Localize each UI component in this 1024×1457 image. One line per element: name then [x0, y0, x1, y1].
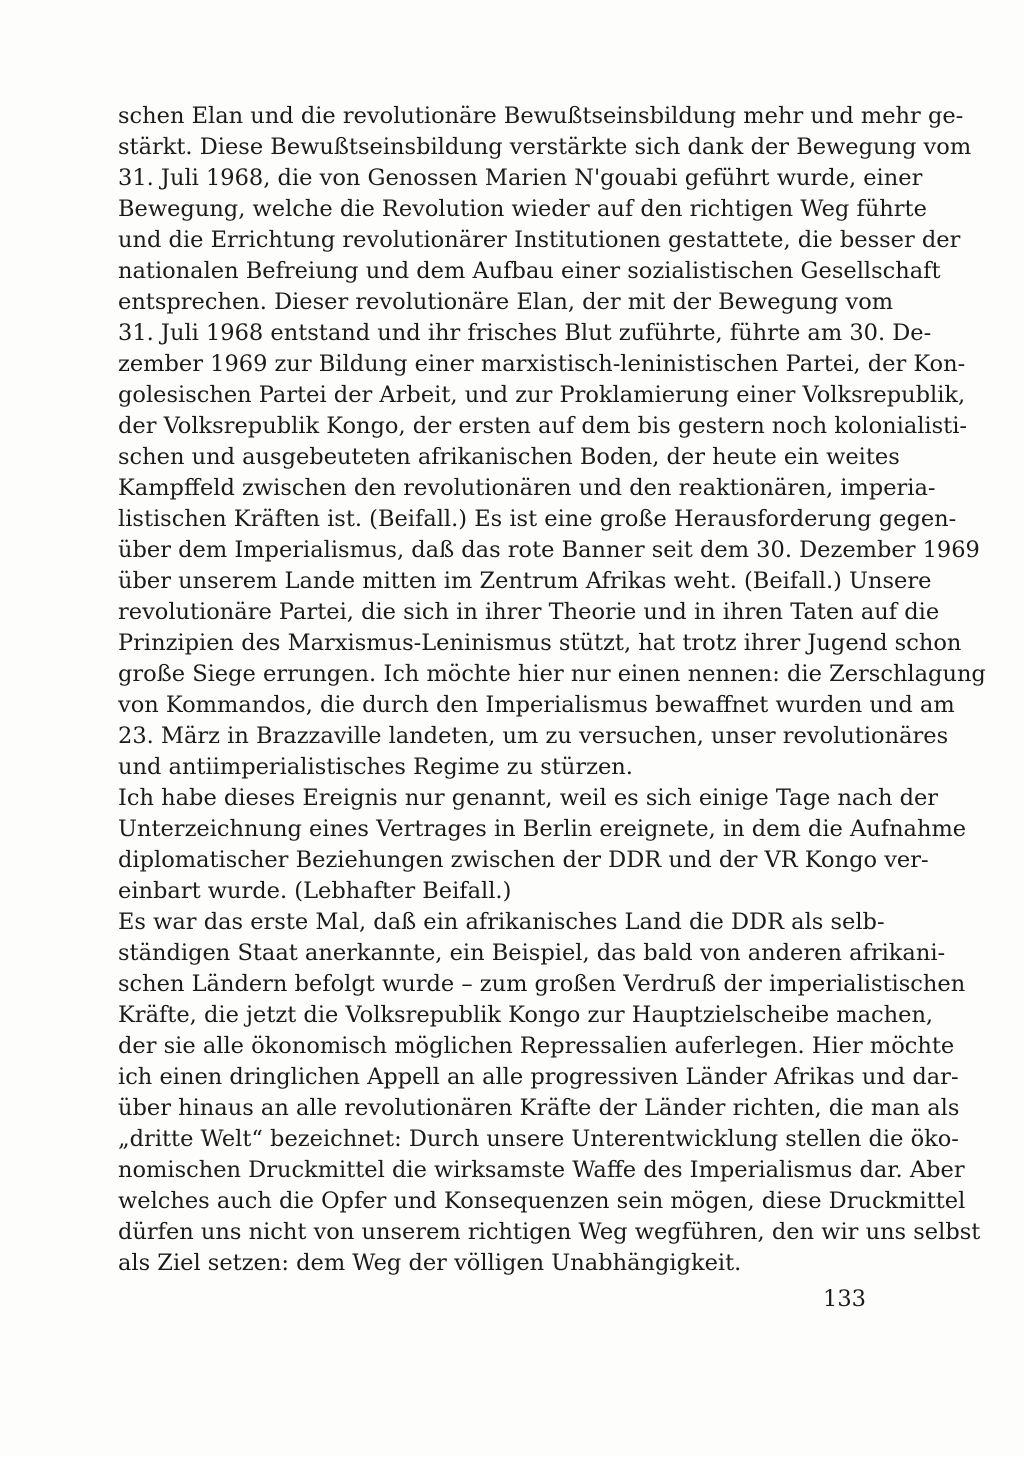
- text-line: über hinaus an alle revolutionären Kräfte der Länder richten, die man als: [118, 1095, 960, 1121]
- text-line: der Volksrepublik Kongo, der ersten auf dem bis gestern noch kolonialisti-: [118, 413, 968, 439]
- text-line: Prinzipien des Marxismus-Leninismus stützt, hat trotz ihrer Jugend schon: [118, 630, 962, 656]
- text-line: über unserem Lande mitten im Zentrum Afrikas weht. (Beifall.) Unsere: [118, 568, 932, 594]
- text-line: und die Errichtung revolutionärer Institutionen gestattete, die besser der: [118, 227, 961, 253]
- text-line: große Siege errungen. Ich möchte hier nur einen nennen: die Zerschlagung: [118, 661, 986, 687]
- text-line: der sie alle ökonomisch möglichen Repressalien auferlegen. Hier möchte: [118, 1033, 955, 1059]
- text-line: dürfen uns nicht von unserem richtigen Weg wegführen, den wir uns selbst: [118, 1219, 981, 1245]
- text-line: nationalen Befreiung und dem Aufbau einer sozialistischen Gesellschaft: [118, 258, 941, 284]
- text-line: 31. Juli 1968, die von Genossen Marien N'gouabi geführt wurde, einer: [118, 165, 923, 191]
- text-line: Unterzeichnung eines Vertrages in Berlin ereignete, in dem die Aufnahme: [118, 816, 967, 842]
- text-line: schen Ländern befolgt wurde – zum großen Verdruß der imperialistischen: [118, 971, 966, 997]
- text-line: zember 1969 zur Bildung einer marxistisch-leninistischen Partei, der Kon-: [118, 351, 966, 377]
- body-text: [118, 101, 986, 1279]
- text-line: schen Elan und die revolutionäre Bewußtseinsbildung mehr und mehr ge-: [118, 103, 964, 129]
- text-line: einbart wurde. (Lebhafter Beifall.): [118, 878, 512, 904]
- text-line: als Ziel setzen: dem Weg der völligen Unabhängigkeit.: [118, 1250, 742, 1276]
- text-line: nomischen Druckmittel die wirksamste Waffe des Imperialismus dar. Aber: [118, 1157, 965, 1183]
- text-line: revolutionäre Partei, die sich in ihrer Theorie und in ihren Taten auf die: [118, 599, 940, 625]
- text-line: Kampffeld zwischen den revolutionären und den reaktionären, imperia-: [118, 475, 936, 501]
- text-line: Bewegung, welche die Revolution wieder auf den richtigen Weg führte: [118, 196, 927, 222]
- text-line: 23. März in Brazzaville landeten, um zu versuchen, unser revolutionäres: [118, 723, 949, 749]
- page-number: 133: [823, 1286, 866, 1312]
- text-line: welches auch die Opfer und Konsequenzen sein mögen, diese Druckmittel: [118, 1188, 966, 1214]
- text-line: über dem Imperialismus, daß das rote Banner seit dem 30. Dezember 1969: [118, 537, 980, 563]
- text-line: Ich habe dieses Ereignis nur genannt, weil es sich einige Tage nach der: [118, 785, 939, 811]
- text-line: Es war das erste Mal, daß ein afrikanisches Land die DDR als selb-: [118, 909, 885, 935]
- text-line: ständigen Staat anerkannte, ein Beispiel, das bald von anderen afrikani-: [118, 940, 946, 966]
- text-line: „dritte Welt“ bezeichnet: Durch unsere Unterentwicklung stellen die öko-: [118, 1126, 959, 1152]
- text-line: ich einen dringlichen Appell an alle progressiven Länder Afrikas und dar-: [118, 1064, 959, 1090]
- text-line: entsprechen. Dieser revolutionäre Elan, der mit der Bewegung vom: [118, 289, 894, 315]
- text-line: stärkt. Diese Bewußtseinsbildung verstärkte sich dank der Bewegung vom: [118, 134, 972, 160]
- text-line: von Kommandos, die durch den Imperialismus bewaffnet wurden und am: [118, 692, 955, 718]
- text-line: Kräfte, die jetzt die Volksrepublik Kongo zur Hauptzielscheibe machen,: [118, 1002, 934, 1028]
- text-line: diplomatischer Beziehungen zwischen der DDR und der VR Kongo ver-: [118, 847, 929, 873]
- text-line: listischen Kräften ist. (Beifall.) Es ist eine große Herausforderung gegen-: [118, 506, 957, 532]
- text-line: golesischen Partei der Arbeit, und zur Proklamierung einer Volksrepublik,: [118, 382, 966, 408]
- text-line: schen und ausgebeuteten afrikanischen Boden, der heute ein weites: [118, 444, 900, 470]
- text-line: 31. Juli 1968 entstand und ihr frisches Blut zuführte, führte am 30. De-: [118, 320, 932, 346]
- text-line: und antiimperialistisches Regime zu stürzen.: [118, 754, 633, 780]
